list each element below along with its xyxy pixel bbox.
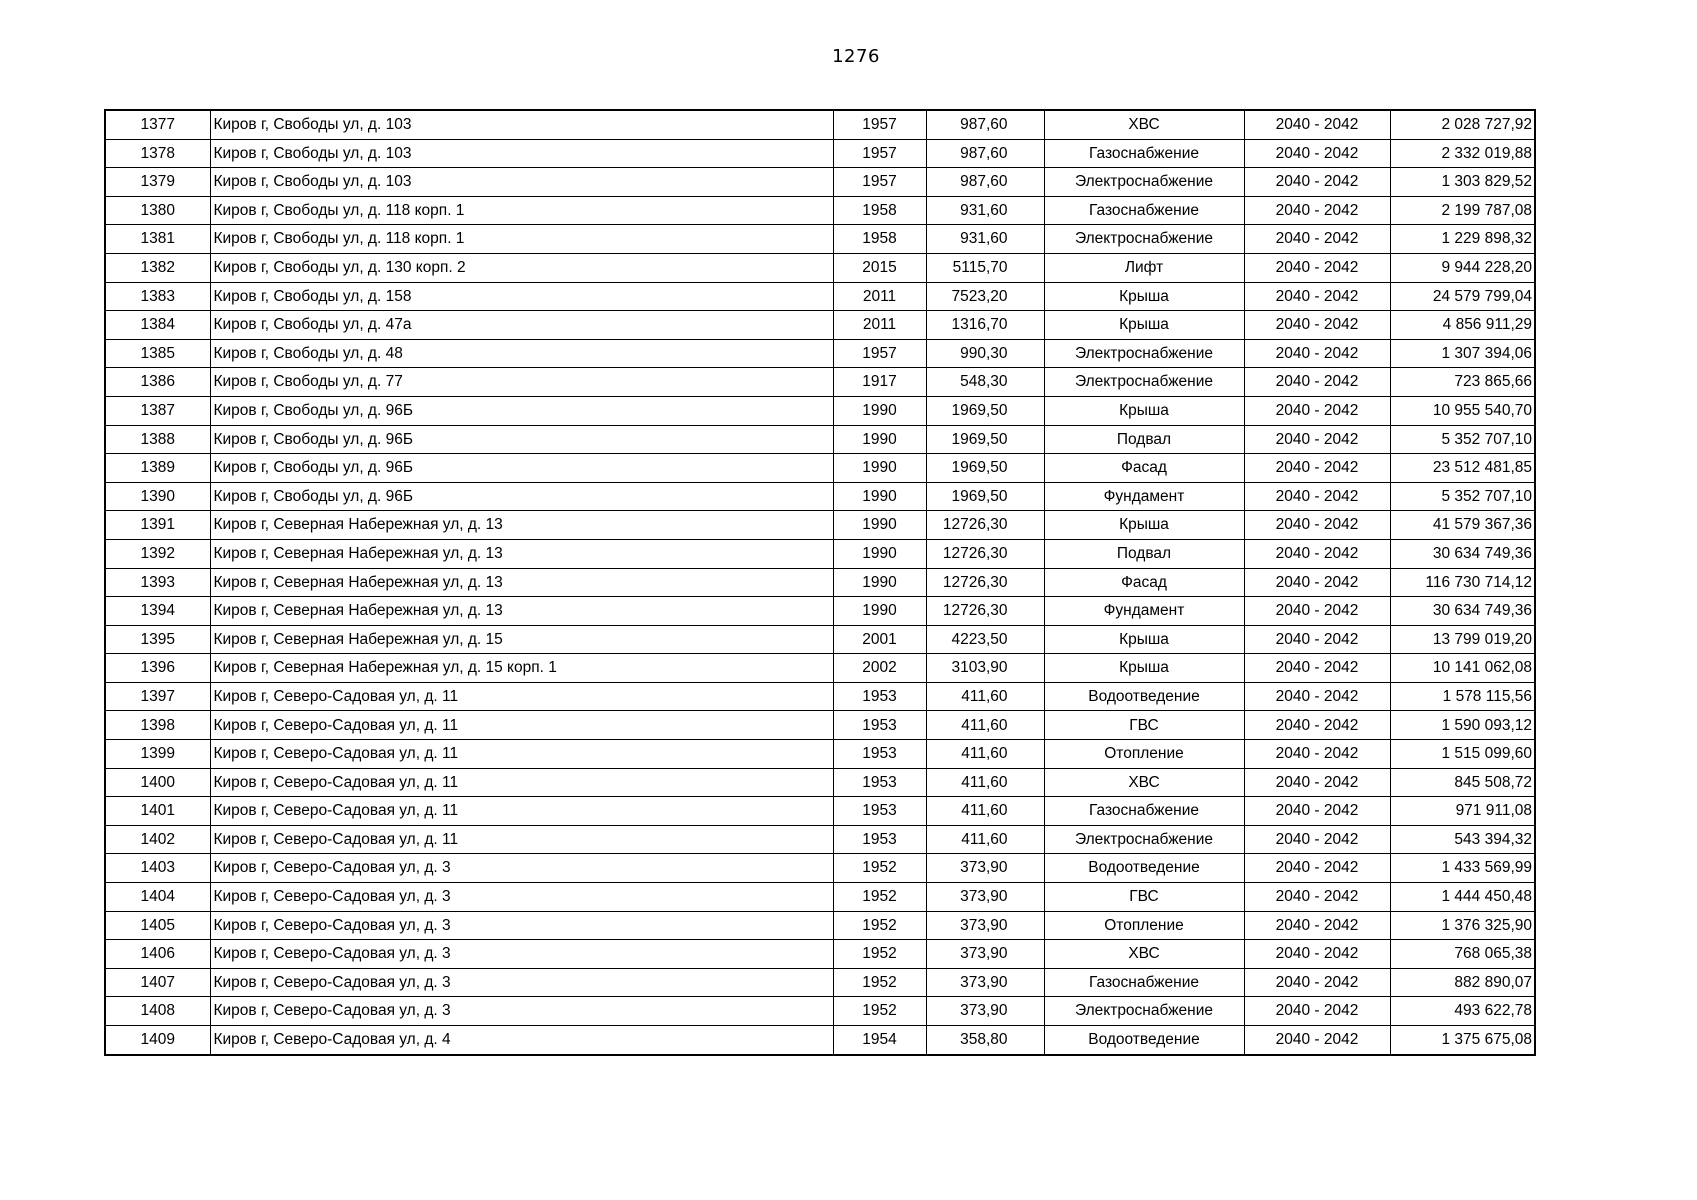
period-cell: 2040 - 2042: [1244, 883, 1390, 912]
work-type-cell: Лифт: [1044, 253, 1244, 282]
year-cell: 1990: [833, 568, 926, 597]
row-number-cell: 1380: [105, 196, 210, 225]
year-cell: 1957: [833, 168, 926, 197]
work-type-cell: Крыша: [1044, 282, 1244, 311]
work-type-cell: Электроснабжение: [1044, 225, 1244, 254]
table-row: [105, 139, 1535, 168]
table-row: [105, 854, 1535, 883]
cost-cell: 1 578 115,56: [1390, 682, 1535, 711]
period-cell: 2040 - 2042: [1244, 482, 1390, 511]
address-cell: Киров г, Северо-Садовая ул, д. 11: [210, 711, 833, 740]
area-cell: 1316,70: [926, 311, 1044, 340]
period-cell: 2040 - 2042: [1244, 110, 1390, 139]
period-cell: 2040 - 2042: [1244, 454, 1390, 483]
period-cell: 2040 - 2042: [1244, 368, 1390, 397]
address-cell: Киров г, Свободы ул, д. 96Б: [210, 425, 833, 454]
cost-cell: 1 303 829,52: [1390, 168, 1535, 197]
row-number-cell: 1378: [105, 139, 210, 168]
area-cell: 12726,30: [926, 568, 1044, 597]
period-cell: 2040 - 2042: [1244, 225, 1390, 254]
row-number-cell: 1377: [105, 110, 210, 139]
period-cell: 2040 - 2042: [1244, 139, 1390, 168]
year-cell: 2002: [833, 654, 926, 683]
period-cell: 2040 - 2042: [1244, 568, 1390, 597]
year-cell: 1990: [833, 396, 926, 425]
year-cell: 1990: [833, 425, 926, 454]
address-cell: Киров г, Северо-Садовая ул, д. 3: [210, 997, 833, 1026]
work-type-cell: Электроснабжение: [1044, 825, 1244, 854]
period-cell: 2040 - 2042: [1244, 854, 1390, 883]
year-cell: 1990: [833, 539, 926, 568]
row-number-cell: 1401: [105, 797, 210, 826]
table-row: [105, 110, 1535, 139]
row-number-cell: 1399: [105, 740, 210, 769]
work-type-cell: Электроснабжение: [1044, 368, 1244, 397]
area-cell: 1969,50: [926, 425, 1044, 454]
work-type-cell: Фундамент: [1044, 482, 1244, 511]
year-cell: 2015: [833, 253, 926, 282]
period-cell: 2040 - 2042: [1244, 625, 1390, 654]
year-cell: 1954: [833, 1026, 926, 1055]
row-number-cell: 1384: [105, 311, 210, 340]
table-row: [105, 997, 1535, 1026]
work-type-cell: Газоснабжение: [1044, 968, 1244, 997]
year-cell: 1952: [833, 854, 926, 883]
year-cell: 1917: [833, 368, 926, 397]
work-type-cell: Крыша: [1044, 311, 1244, 340]
table-row: [105, 511, 1535, 540]
table-row: [105, 425, 1535, 454]
table-row: [105, 311, 1535, 340]
table-row: [105, 682, 1535, 711]
table-row: [105, 1026, 1535, 1055]
table-row: [105, 911, 1535, 940]
period-cell: 2040 - 2042: [1244, 797, 1390, 826]
address-cell: Киров г, Северо-Садовая ул, д. 3: [210, 854, 833, 883]
cost-cell: 30 634 749,36: [1390, 539, 1535, 568]
row-number-cell: 1381: [105, 225, 210, 254]
cost-cell: 971 911,08: [1390, 797, 1535, 826]
area-cell: 987,60: [926, 168, 1044, 197]
address-cell: Киров г, Свободы ул, д. 118 корп. 1: [210, 196, 833, 225]
work-type-cell: Подвал: [1044, 539, 1244, 568]
address-cell: Киров г, Северо-Садовая ул, д. 3: [210, 940, 833, 969]
year-cell: 1952: [833, 911, 926, 940]
address-cell: Киров г, Северо-Садовая ул, д. 11: [210, 797, 833, 826]
row-number-cell: 1387: [105, 396, 210, 425]
period-cell: 2040 - 2042: [1244, 825, 1390, 854]
row-number-cell: 1395: [105, 625, 210, 654]
address-cell: Киров г, Свободы ул, д. 96Б: [210, 396, 833, 425]
cost-cell: 1 515 099,60: [1390, 740, 1535, 769]
row-number-cell: 1391: [105, 511, 210, 540]
period-cell: 2040 - 2042: [1244, 396, 1390, 425]
table-row: [105, 568, 1535, 597]
area-cell: 411,60: [926, 797, 1044, 826]
cost-cell: 116 730 714,12: [1390, 568, 1535, 597]
work-type-cell: Газоснабжение: [1044, 139, 1244, 168]
row-number-cell: 1400: [105, 768, 210, 797]
address-cell: Киров г, Свободы ул, д. 96Б: [210, 454, 833, 483]
table-row: [105, 625, 1535, 654]
cost-cell: 1 376 325,90: [1390, 911, 1535, 940]
address-cell: Киров г, Свободы ул, д. 103: [210, 139, 833, 168]
work-type-cell: Электроснабжение: [1044, 997, 1244, 1026]
area-cell: 1969,50: [926, 396, 1044, 425]
row-number-cell: 1389: [105, 454, 210, 483]
address-cell: Киров г, Свободы ул, д. 96Б: [210, 482, 833, 511]
table-row: [105, 711, 1535, 740]
period-cell: 2040 - 2042: [1244, 654, 1390, 683]
area-cell: 373,90: [926, 854, 1044, 883]
work-type-cell: Крыша: [1044, 654, 1244, 683]
address-cell: Киров г, Северо-Садовая ул, д. 11: [210, 682, 833, 711]
year-cell: 1957: [833, 339, 926, 368]
row-number-cell: 1388: [105, 425, 210, 454]
table-row: [105, 825, 1535, 854]
area-cell: 990,30: [926, 339, 1044, 368]
area-cell: 7523,20: [926, 282, 1044, 311]
work-type-cell: Крыша: [1044, 511, 1244, 540]
period-cell: 2040 - 2042: [1244, 425, 1390, 454]
address-cell: Киров г, Северо-Садовая ул, д. 4: [210, 1026, 833, 1055]
year-cell: 1953: [833, 682, 926, 711]
period-cell: 2040 - 2042: [1244, 282, 1390, 311]
row-number-cell: 1394: [105, 597, 210, 626]
area-cell: 3103,90: [926, 654, 1044, 683]
area-cell: 411,60: [926, 768, 1044, 797]
work-type-cell: ГВС: [1044, 883, 1244, 912]
area-cell: 1969,50: [926, 454, 1044, 483]
area-cell: 411,60: [926, 740, 1044, 769]
cost-cell: 9 944 228,20: [1390, 253, 1535, 282]
row-number-cell: 1398: [105, 711, 210, 740]
period-cell: 2040 - 2042: [1244, 311, 1390, 340]
area-cell: 987,60: [926, 110, 1044, 139]
table-row: [105, 797, 1535, 826]
address-cell: Киров г, Свободы ул, д. 103: [210, 168, 833, 197]
address-cell: Киров г, Северная Набережная ул, д. 13: [210, 511, 833, 540]
row-number-cell: 1405: [105, 911, 210, 940]
cost-cell: 23 512 481,85: [1390, 454, 1535, 483]
row-number-cell: 1382: [105, 253, 210, 282]
cost-cell: 493 622,78: [1390, 997, 1535, 1026]
row-number-cell: 1406: [105, 940, 210, 969]
cost-cell: 2 199 787,08: [1390, 196, 1535, 225]
area-cell: 411,60: [926, 825, 1044, 854]
year-cell: 1952: [833, 997, 926, 1026]
table-row: [105, 883, 1535, 912]
row-number-cell: 1393: [105, 568, 210, 597]
cost-cell: 41 579 367,36: [1390, 511, 1535, 540]
period-cell: 2040 - 2042: [1244, 168, 1390, 197]
table-row: [105, 282, 1535, 311]
area-cell: 373,90: [926, 968, 1044, 997]
address-cell: Киров г, Северная Набережная ул, д. 13: [210, 568, 833, 597]
cost-cell: 24 579 799,04: [1390, 282, 1535, 311]
area-cell: 358,80: [926, 1026, 1044, 1055]
cost-cell: 2 332 019,88: [1390, 139, 1535, 168]
row-number-cell: 1403: [105, 854, 210, 883]
cost-cell: 543 394,32: [1390, 825, 1535, 854]
year-cell: 1990: [833, 597, 926, 626]
address-cell: Киров г, Свободы ул, д. 48: [210, 339, 833, 368]
cost-cell: 2 028 727,92: [1390, 110, 1535, 139]
period-cell: 2040 - 2042: [1244, 253, 1390, 282]
cost-cell: 768 065,38: [1390, 940, 1535, 969]
address-cell: Киров г, Северо-Садовая ул, д. 3: [210, 883, 833, 912]
table-row: [105, 740, 1535, 769]
year-cell: 1953: [833, 768, 926, 797]
work-type-cell: Электроснабжение: [1044, 168, 1244, 197]
cost-cell: 4 856 911,29: [1390, 311, 1535, 340]
table-row: [105, 196, 1535, 225]
period-cell: 2040 - 2042: [1244, 511, 1390, 540]
year-cell: 1953: [833, 797, 926, 826]
work-type-cell: Отопление: [1044, 740, 1244, 769]
cost-cell: 10 955 540,70: [1390, 396, 1535, 425]
period-cell: 2040 - 2042: [1244, 711, 1390, 740]
address-cell: Киров г, Свободы ул, д. 77: [210, 368, 833, 397]
row-number-cell: 1379: [105, 168, 210, 197]
row-number-cell: 1402: [105, 825, 210, 854]
period-cell: 2040 - 2042: [1244, 968, 1390, 997]
year-cell: 1990: [833, 454, 926, 483]
cost-cell: 1 307 394,06: [1390, 339, 1535, 368]
area-cell: 373,90: [926, 883, 1044, 912]
table-row: [105, 225, 1535, 254]
work-type-cell: Крыша: [1044, 625, 1244, 654]
page-number: 1276: [832, 46, 880, 67]
table-row: [105, 482, 1535, 511]
year-cell: 1953: [833, 711, 926, 740]
work-type-cell: Водоотведение: [1044, 682, 1244, 711]
table-row: [105, 253, 1535, 282]
table-row: [105, 597, 1535, 626]
work-type-cell: Отопление: [1044, 911, 1244, 940]
address-cell: Киров г, Северо-Садовая ул, д. 11: [210, 740, 833, 769]
work-type-cell: ХВС: [1044, 768, 1244, 797]
area-cell: 548,30: [926, 368, 1044, 397]
year-cell: 1958: [833, 196, 926, 225]
cost-cell: 10 141 062,08: [1390, 654, 1535, 683]
row-number-cell: 1390: [105, 482, 210, 511]
address-cell: Киров г, Северная Набережная ул, д. 13: [210, 597, 833, 626]
area-cell: 12726,30: [926, 597, 1044, 626]
work-type-cell: Водоотведение: [1044, 1026, 1244, 1055]
area-cell: 12726,30: [926, 511, 1044, 540]
cost-cell: 1 444 450,48: [1390, 883, 1535, 912]
work-type-cell: ХВС: [1044, 110, 1244, 139]
year-cell: 2011: [833, 311, 926, 340]
year-cell: 1990: [833, 511, 926, 540]
work-type-cell: Фундамент: [1044, 597, 1244, 626]
period-cell: 2040 - 2042: [1244, 768, 1390, 797]
cost-cell: 1 433 569,99: [1390, 854, 1535, 883]
row-number-cell: 1404: [105, 883, 210, 912]
row-number-cell: 1383: [105, 282, 210, 311]
cost-cell: 5 352 707,10: [1390, 425, 1535, 454]
area-cell: 987,60: [926, 139, 1044, 168]
year-cell: 1990: [833, 482, 926, 511]
cost-cell: 882 890,07: [1390, 968, 1535, 997]
table-row: [105, 396, 1535, 425]
period-cell: 2040 - 2042: [1244, 1026, 1390, 1055]
period-cell: 2040 - 2042: [1244, 911, 1390, 940]
cost-cell: 845 508,72: [1390, 768, 1535, 797]
address-cell: Киров г, Северная Набережная ул, д. 15: [210, 625, 833, 654]
area-cell: 931,60: [926, 225, 1044, 254]
address-cell: Киров г, Северная Набережная ул, д. 13: [210, 539, 833, 568]
work-type-cell: Газоснабжение: [1044, 196, 1244, 225]
area-cell: 4223,50: [926, 625, 1044, 654]
cost-cell: 5 352 707,10: [1390, 482, 1535, 511]
year-cell: 2001: [833, 625, 926, 654]
period-cell: 2040 - 2042: [1244, 940, 1390, 969]
address-cell: Киров г, Свободы ул, д. 47а: [210, 311, 833, 340]
period-cell: 2040 - 2042: [1244, 539, 1390, 568]
year-cell: 2011: [833, 282, 926, 311]
address-cell: Киров г, Северо-Садовая ул, д. 3: [210, 911, 833, 940]
work-type-cell: Фасад: [1044, 568, 1244, 597]
table-row: [105, 940, 1535, 969]
period-cell: 2040 - 2042: [1244, 997, 1390, 1026]
year-cell: 1957: [833, 110, 926, 139]
address-cell: Киров г, Свободы ул, д. 158: [210, 282, 833, 311]
year-cell: 1953: [833, 825, 926, 854]
address-cell: Киров г, Свободы ул, д. 118 корп. 1: [210, 225, 833, 254]
year-cell: 1957: [833, 139, 926, 168]
cost-cell: 1 590 093,12: [1390, 711, 1535, 740]
area-cell: 1969,50: [926, 482, 1044, 511]
address-cell: Киров г, Северо-Садовая ул, д. 11: [210, 825, 833, 854]
area-cell: 373,90: [926, 940, 1044, 969]
area-cell: 12726,30: [926, 539, 1044, 568]
row-number-cell: 1396: [105, 654, 210, 683]
year-cell: 1952: [833, 968, 926, 997]
work-type-cell: ГВС: [1044, 711, 1244, 740]
address-cell: Киров г, Свободы ул, д. 130 корп. 2: [210, 253, 833, 282]
cost-cell: 13 799 019,20: [1390, 625, 1535, 654]
work-type-cell: Газоснабжение: [1044, 797, 1244, 826]
cost-cell: 723 865,66: [1390, 368, 1535, 397]
year-cell: 1953: [833, 740, 926, 769]
table-row: [105, 168, 1535, 197]
table-row: [105, 339, 1535, 368]
period-cell: 2040 - 2042: [1244, 740, 1390, 769]
address-cell: Киров г, Северо-Садовая ул, д. 11: [210, 768, 833, 797]
work-type-cell: Фасад: [1044, 454, 1244, 483]
area-cell: 373,90: [926, 997, 1044, 1026]
year-cell: 1952: [833, 883, 926, 912]
row-number-cell: 1397: [105, 682, 210, 711]
row-number-cell: 1409: [105, 1026, 210, 1055]
cost-cell: 1 229 898,32: [1390, 225, 1535, 254]
row-number-cell: 1386: [105, 368, 210, 397]
work-type-cell: ХВС: [1044, 940, 1244, 969]
period-cell: 2040 - 2042: [1244, 339, 1390, 368]
table-row: [105, 968, 1535, 997]
work-type-cell: Электроснабжение: [1044, 339, 1244, 368]
table-row: [105, 768, 1535, 797]
year-cell: 1952: [833, 940, 926, 969]
address-cell: Киров г, Свободы ул, д. 103: [210, 110, 833, 139]
area-cell: 931,60: [926, 196, 1044, 225]
period-cell: 2040 - 2042: [1244, 597, 1390, 626]
row-number-cell: 1385: [105, 339, 210, 368]
area-cell: 5115,70: [926, 253, 1044, 282]
row-number-cell: 1408: [105, 997, 210, 1026]
area-cell: 373,90: [926, 911, 1044, 940]
period-cell: 2040 - 2042: [1244, 196, 1390, 225]
cost-cell: 1 375 675,08: [1390, 1026, 1535, 1055]
table-row: [105, 539, 1535, 568]
register-table: [104, 109, 1536, 1056]
cost-cell: 30 634 749,36: [1390, 597, 1535, 626]
register-table-body: [105, 110, 1535, 1055]
table-row: [105, 368, 1535, 397]
address-cell: Киров г, Северная Набережная ул, д. 15 корп. 1: [210, 654, 833, 683]
work-type-cell: Водоотведение: [1044, 854, 1244, 883]
table-row: [105, 654, 1535, 683]
row-number-cell: 1407: [105, 968, 210, 997]
address-cell: Киров г, Северо-Садовая ул, д. 3: [210, 968, 833, 997]
work-type-cell: Крыша: [1044, 396, 1244, 425]
year-cell: 1958: [833, 225, 926, 254]
row-number-cell: 1392: [105, 539, 210, 568]
area-cell: 411,60: [926, 682, 1044, 711]
table-row: [105, 454, 1535, 483]
period-cell: 2040 - 2042: [1244, 682, 1390, 711]
work-type-cell: Подвал: [1044, 425, 1244, 454]
area-cell: 411,60: [926, 711, 1044, 740]
